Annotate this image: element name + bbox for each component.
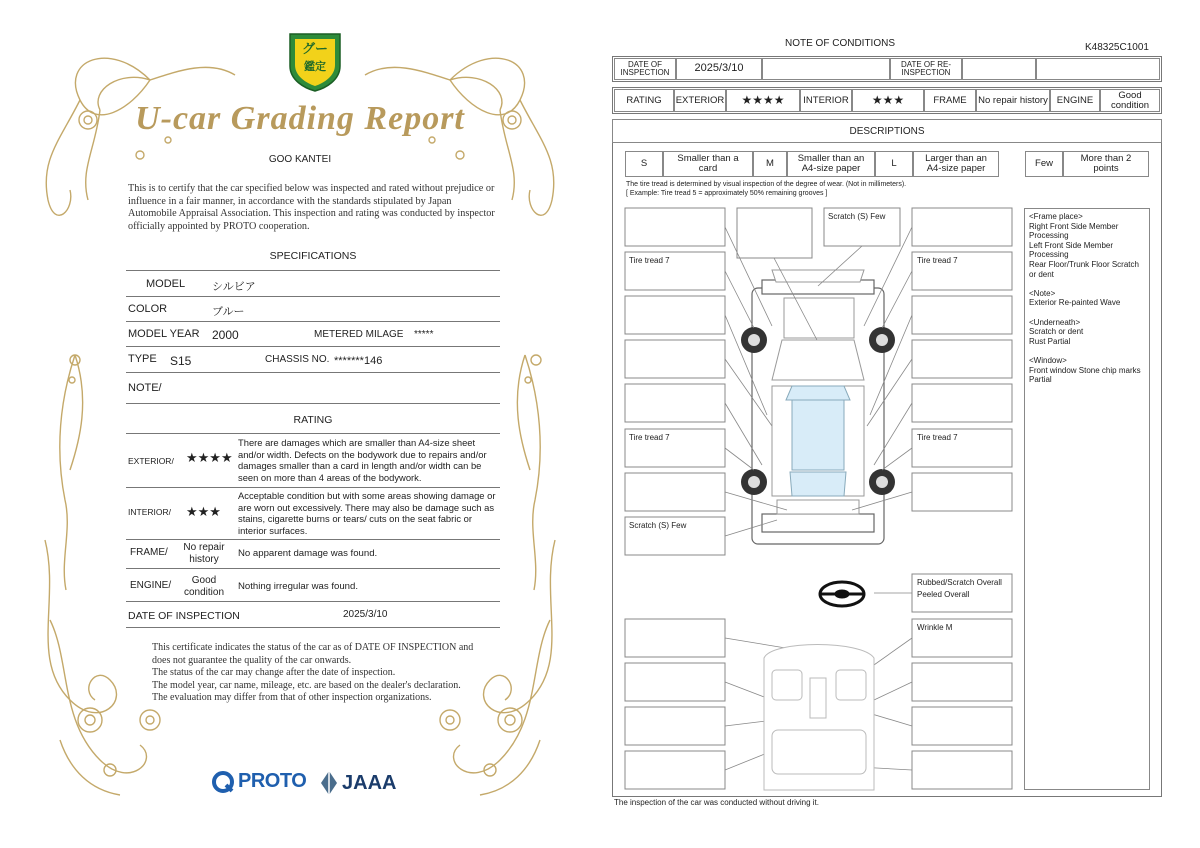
model-year-label: MODEL YEAR (128, 328, 200, 340)
certificate-disclaimer: This certificate indicates the status of the car as of DATE OF INSPECTION and does not guarantee the quality of the car onwards. The status of the car may change after the date of inspection. The model year, car name, mileage, etc. are based on the dealer's declaration. The evaluation may differ from that of other inspection organizations. (152, 642, 474, 703)
tire-front-left-note: Tire tread 7 (629, 256, 670, 265)
inspection-footer-note: The inspection of the car was conducted without driving it. (614, 798, 819, 807)
exterior-description: There are damages which are smaller than A4-size sheet and/or width. Defects on the bodywork due to repairs and/or damages smaller than a card in length and/or width can be seen on more than 4 areas of the bodywork. (238, 437, 487, 483)
report-subtitle: GOO KANTEI (268, 154, 332, 165)
legend-s: S (625, 151, 663, 177)
tire-rear-right-note: Tire tread 7 (917, 433, 958, 442)
frame-label: FRAME (924, 89, 976, 112)
note-of-conditions-title: NOTE OF CONDITIONS (785, 38, 895, 49)
type-label: TYPE (128, 353, 157, 365)
jaaa-mark-icon (320, 770, 338, 796)
metered-milage-value: ***** (414, 329, 434, 340)
chassis-value: *******146 (334, 355, 383, 367)
rating-heading: RATING (293, 414, 333, 426)
engine-value: Good condition (183, 575, 225, 598)
tire-tread-note: The tire tread is determined by visual inspection of the degree of wear. (Not in millimeters). [ Example: Tire tread 5 = approximately 50% remaining grooves ] (626, 181, 907, 197)
legend-m-desc: Smaller than an A4-size paper (787, 151, 875, 177)
chassis-label: CHASSIS NO. (265, 354, 330, 365)
interior-label: INTERIOR (800, 89, 852, 112)
steering-wheel-icon (820, 582, 864, 606)
report-title: U-car Grading Report (135, 100, 465, 137)
engine-value: Good condition (1100, 89, 1160, 112)
date-spacer (762, 58, 890, 80)
engine-label: ENGINE/ (130, 580, 172, 591)
certification-statement: This is to certify that the car specified below was inspected and rated without prejudice or influence in a fair manner, in accordance with the standards stipulated by Japan Automobile Appraisal Association. This inspection and rating was conducted by inspector officially appointed by PROTO cooperation. (128, 183, 495, 232)
color-value: ブルー (212, 306, 245, 318)
date-empty-cell (1036, 58, 1160, 80)
descriptions-heading: DESCRIPTIONS (612, 119, 1162, 143)
wrinkle-note: Wrinkle M (917, 623, 953, 632)
metered-milage-label: METERED MILAGE (314, 329, 404, 340)
scratch-top-note: Scratch (S) Few (828, 212, 886, 221)
interior-label: INTERIOR/ (128, 507, 171, 517)
goo-kantei-badge-logo: グー 鑑定 (286, 30, 344, 92)
frame-label: FRAME/ (130, 547, 168, 558)
exterior-stars: ★★★★ (726, 89, 800, 112)
exterior-stars: ★★★★ (186, 450, 233, 465)
jaaa-logo: JAAA (320, 770, 396, 796)
note-label: NOTE/ (128, 382, 162, 394)
color-label: COLOR (128, 303, 168, 315)
engine-description: Nothing irregular was found. (238, 581, 358, 592)
model-label: MODEL (146, 278, 186, 290)
date-of-inspection-label: DATE OF INSPECTION (128, 610, 240, 622)
vehicle-damage-diagram (612, 200, 1032, 800)
frame-value: No repair history (183, 542, 225, 565)
engine-label: ENGINE (1050, 89, 1100, 112)
proto-logo: PROTO (212, 770, 306, 793)
scratch-rear-note: Scratch (S) Few (629, 521, 687, 530)
tire-rear-left-note: Tire tread 7 (629, 433, 670, 442)
interior-stars: ★★★ (186, 504, 221, 519)
legend-l-desc: Larger than an A4-size paper (913, 151, 999, 177)
tire-front-right-note: Tire tread 7 (917, 256, 958, 265)
frame-description: No apparent damage was found. (238, 548, 378, 559)
legend-few-desc: More than 2 points (1063, 151, 1149, 177)
legend-l: L (875, 151, 913, 177)
model-year-value: 2000 (212, 328, 239, 342)
legend-few: Few (1025, 151, 1063, 177)
legend-s-desc: Smaller than a card (663, 151, 753, 177)
specifications-heading: SPECIFICATIONS (269, 250, 357, 262)
date-of-reinspection-label: DATE OF RE-INSPECTION (890, 58, 962, 80)
proto-mark-icon (212, 771, 234, 793)
date-of-reinspection-value (962, 58, 1036, 80)
rating-label: RATING (614, 89, 674, 112)
model-value: シルビア (212, 281, 256, 293)
exterior-label: EXTERIOR/ (128, 456, 174, 466)
condition-notes-panel: <Frame place> Right Front Side Member Processing Left Front Side Member Processing Rear Floor/Trunk Floor Scratch or dent <Note> Exterior Re-painted Wave <Underneath> Scratch or dent Rust Partial <Window> Front window Stone chip marks Partial (1024, 208, 1150, 790)
reference-number: K48325C1001 (1085, 42, 1149, 53)
frame-value: No repair history (976, 89, 1050, 112)
date-of-inspection-value: 2025/3/10 (676, 58, 762, 80)
note-of-conditions (600, 0, 1200, 848)
date-of-inspection-label: DATE OF INSPECTION (614, 58, 676, 80)
interior-stars: ★★★ (852, 89, 924, 112)
exterior-label: EXTERIOR (674, 89, 726, 112)
legend-m: M (753, 151, 787, 177)
date-of-inspection-value: 2025/3/10 (343, 609, 388, 620)
steering-note: Rubbed/Scratch Overall Peeled Overall (917, 578, 1002, 599)
interior-description: Acceptable condition but with some areas showing damage or are worn out excessively. There may also be damage such as stains, cigarette burns or tears/ cuts on the seat fabric or interior surfaces. (238, 490, 496, 536)
type-value: S15 (170, 354, 192, 368)
